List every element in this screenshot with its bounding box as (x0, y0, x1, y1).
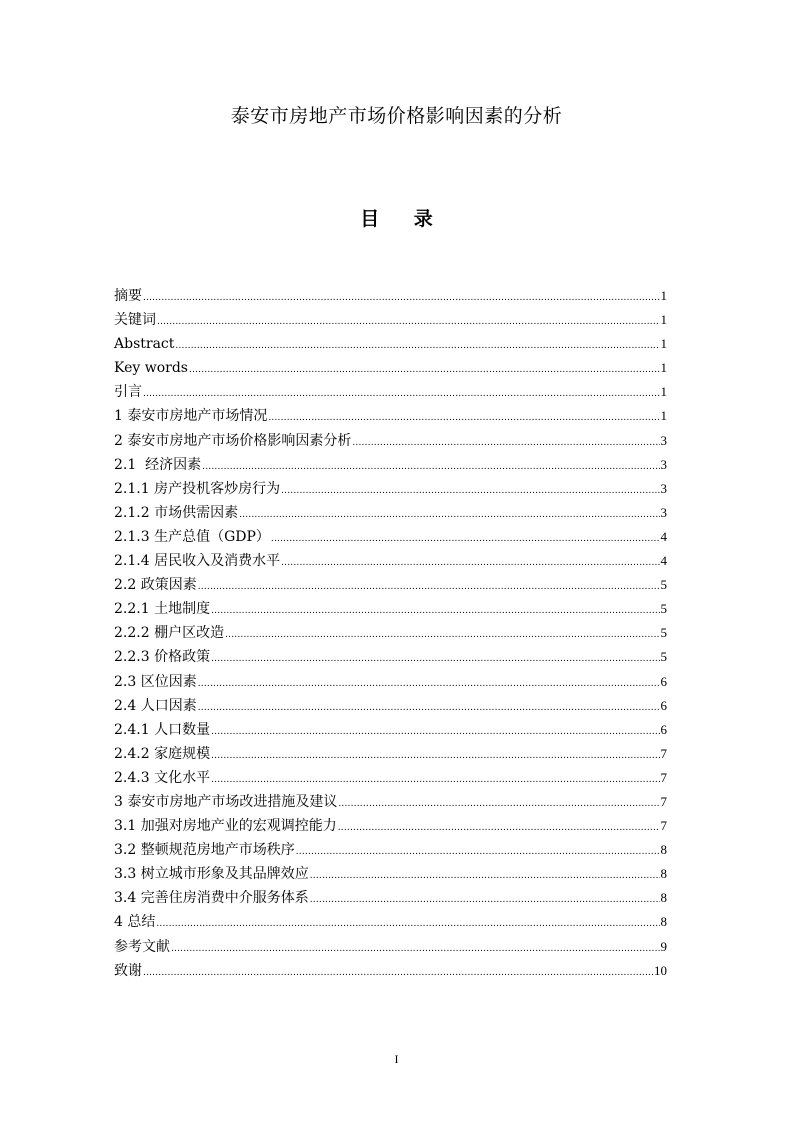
toc-dot-leader (281, 479, 659, 503)
document-title: 泰安市房地产市场价格影响因素的分析 (230, 105, 563, 127)
toc-dot-leader (211, 768, 659, 792)
toc-entry-label: 摘要 (114, 288, 142, 304)
toc-entry-page: 1 (660, 360, 667, 376)
toc-entry-page: 8 (660, 914, 667, 930)
toc-dot-leader (189, 358, 660, 382)
toc-entry[interactable] (114, 477, 667, 501)
toc-entry[interactable] (114, 670, 667, 694)
toc-entry-page: 6 (660, 721, 667, 737)
toc-dot-leader (338, 816, 660, 840)
toc-entry-page: 5 (660, 577, 667, 593)
toc-entry[interactable] (114, 862, 667, 886)
toc-entry[interactable] (114, 332, 667, 356)
toc-entry[interactable] (114, 718, 667, 742)
toc-entry[interactable] (114, 742, 667, 766)
toc-entry-page: 9 (660, 938, 667, 954)
toc-entry-page: 6 (660, 697, 667, 713)
toc-entry-page: 1 (660, 288, 667, 303)
toc-heading: 目 录 (360, 208, 447, 230)
toc-entry-label: 致谢 (114, 962, 142, 979)
toc-entry-page: 8 (660, 890, 667, 906)
toc-entry-label: 2.3 区位因素 (114, 673, 197, 690)
toc-dot-leader (143, 286, 660, 310)
toc-dot-leader (211, 744, 659, 768)
toc-entry-label: 2.2 政策因素 (114, 577, 197, 594)
toc-dot-leader (211, 720, 659, 744)
toc-entry[interactable] (114, 838, 667, 862)
toc-entry-label: 4 总结 (114, 914, 156, 931)
toc-entry-page: 8 (660, 842, 667, 858)
toc-dot-leader (239, 503, 659, 527)
toc-entry-label: 引言 (114, 384, 142, 401)
toc-entry-label: 1 泰安市房地产市场情况 (114, 408, 268, 425)
toc-entry-label: 2.4.2 家庭规模 (114, 745, 211, 762)
toc-entry[interactable] (114, 597, 667, 621)
toc-dot-leader (352, 431, 659, 455)
toc-dot-leader (198, 575, 660, 599)
toc-entry[interactable] (114, 404, 667, 428)
toc-entry-page: 4 (660, 528, 667, 544)
toc-entry-page: 5 (660, 649, 667, 665)
toc-entry[interactable] (114, 573, 667, 597)
toc-entry[interactable] (114, 453, 667, 477)
toc-entry[interactable] (114, 621, 667, 645)
toc-entry[interactable] (114, 935, 667, 959)
toc-dot-leader (310, 888, 660, 912)
toc-entry-label: 2.1.2 市场供需因素 (114, 504, 239, 521)
toc-entry[interactable] (114, 284, 667, 308)
toc-entry[interactable] (114, 501, 667, 525)
toc-entry-label: 2.2.1 土地制度 (114, 601, 211, 618)
toc-dot-leader (211, 599, 659, 623)
toc-entry[interactable] (114, 790, 667, 814)
toc-entry-label: 2.1.1 房产投机客炒房行为 (114, 480, 281, 497)
toc-entry-label: 2.1 经济因素 (114, 456, 202, 473)
toc-entry-label: 2.1.4 居民收入及消费水平 (114, 553, 281, 570)
toc-entry-label: 2.2.2 棚户区改造 (114, 625, 225, 642)
toc-entry-label: 关键词 (114, 312, 156, 329)
toc-entry-page: 8 (660, 866, 667, 882)
toc-entry[interactable] (114, 429, 667, 453)
toc-entry-label: Abstract (114, 336, 175, 353)
toc-entry-label: 2.2.3 价格政策 (114, 649, 211, 666)
toc-dot-leader (211, 647, 659, 671)
toc-entry[interactable] (114, 959, 667, 983)
toc-dot-leader (225, 623, 659, 647)
toc-dot-leader (198, 672, 660, 696)
table-of-contents (114, 284, 667, 983)
toc-entry-label: 3 泰安市房地产市场改进措施及建议 (114, 793, 338, 810)
toc-entry-label: 3.1 加强对房地产业的宏观调控能力 (114, 818, 337, 835)
toc-dot-leader (271, 527, 660, 551)
toc-entry-page: 1 (660, 336, 667, 352)
toc-entry-label: 2.1.3 生产总值（GDP） (114, 528, 270, 545)
toc-entry-page: 3 (660, 504, 667, 520)
toc-entry-label: 2.4.1 人口数量 (114, 721, 211, 738)
toc-entry[interactable] (114, 766, 667, 790)
toc-dot-leader (268, 406, 659, 430)
toc-entry-label: 3.4 完善住房消费中介服务体系 (114, 890, 309, 907)
toc-entry[interactable] (114, 308, 667, 332)
toc-dot-leader (171, 937, 660, 961)
toc-entry[interactable] (114, 549, 667, 573)
page-number: I (394, 1052, 399, 1066)
toc-entry-label: 参考文献 (114, 938, 170, 955)
toc-dot-leader (157, 310, 660, 334)
toc-entry-label: 2.4.3 文化水平 (114, 769, 211, 786)
toc-entry-label: 2.4 人口因素 (114, 697, 197, 714)
toc-entry-page: 7 (660, 818, 667, 834)
toc-entry[interactable] (114, 814, 667, 838)
toc-entry-page: 7 (660, 745, 667, 761)
toc-dot-leader (198, 696, 660, 720)
toc-entry-label: 2 泰安市房地产市场价格影响因素分析 (114, 432, 352, 449)
toc-entry-page: 7 (660, 769, 667, 785)
toc-dot-leader (156, 912, 659, 936)
toc-entry-label: 3.2 整顿规范房地产市场秩序 (114, 842, 295, 859)
toc-entry-page: 1 (660, 384, 667, 400)
toc-entry-page: 3 (660, 456, 667, 472)
toc-entry-page: 3 (660, 432, 667, 448)
toc-entry-label: Key words (114, 360, 188, 377)
toc-entry[interactable] (114, 380, 667, 404)
toc-dot-leader (338, 792, 659, 816)
toc-dot-leader (281, 551, 659, 575)
toc-entry-page: 10 (654, 962, 667, 978)
toc-entry[interactable] (114, 694, 667, 718)
toc-entry-page: 5 (660, 601, 667, 617)
toc-dot-leader (175, 334, 659, 358)
toc-entry[interactable] (114, 356, 667, 380)
toc-entry[interactable] (114, 645, 667, 669)
toc-entry-page: 7 (660, 793, 667, 809)
toc-entry-page: 5 (660, 625, 667, 641)
toc-entry-page: 3 (660, 480, 667, 496)
toc-entry-page: 6 (660, 673, 667, 689)
toc-entry[interactable] (114, 886, 667, 910)
toc-entry-page: 1 (660, 408, 667, 424)
toc-dot-leader (310, 864, 660, 888)
toc-dot-leader (143, 961, 653, 985)
toc-entry[interactable] (114, 910, 667, 934)
toc-entry-label: 3.3 树立城市形象及其品牌效应 (114, 866, 309, 883)
toc-dot-leader (143, 382, 660, 406)
toc-entry[interactable] (114, 525, 667, 549)
toc-entry-page: 4 (660, 553, 667, 569)
toc-dot-leader (202, 455, 659, 479)
toc-dot-leader (296, 840, 660, 864)
toc-entry-page: 1 (660, 312, 667, 328)
